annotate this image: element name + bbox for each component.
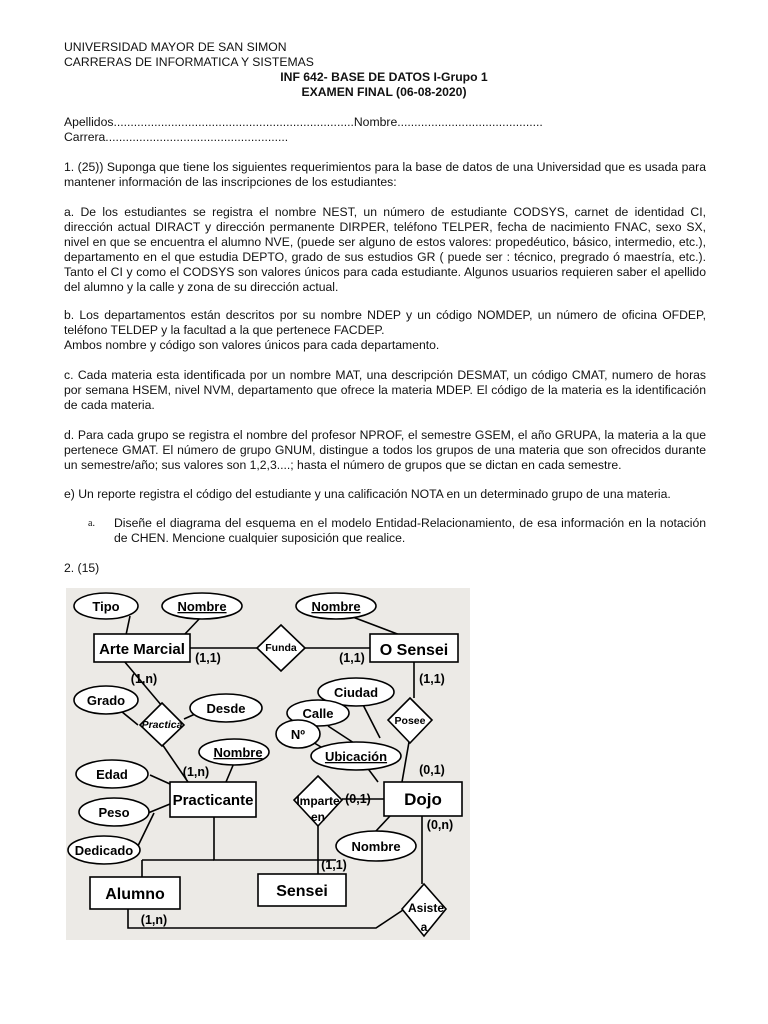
name-field-line: Apellidos.......................................................................Nombre...........................................: [64, 115, 543, 129]
requirement-b: [64, 308, 706, 353]
rel-posee: Posee: [394, 715, 426, 727]
task-a-text: Diseñe el diagrama del esquema en el modelo Entidad-Relacionamiento, de esa información en la notación de CHEN. Mencione cualquier suposición que realice.: [114, 516, 706, 545]
card-imparte-dojo: (0,1): [345, 792, 371, 806]
entity-alumno: Alumno: [105, 886, 165, 903]
question-2-label: 2. (15): [64, 561, 100, 575]
task-a-marker: a.: [88, 518, 95, 529]
rel-funda: Funda: [265, 642, 297, 654]
card-osensei-posee: (1,1): [419, 672, 445, 686]
attr-calle: Calle: [302, 706, 334, 721]
question-1-intro: 1. (25)) Suponga que tiene los siguientes requerimientos para la base de datos de una Universidad que es usada para mantener información de las inscripciones de los estudiantes:: [64, 160, 706, 189]
attr-edad: Edad: [96, 767, 128, 782]
card-funda-arte: (1,1): [195, 651, 221, 665]
attr-nombre-dojo: Nombre: [351, 839, 401, 854]
line-nombre-osensei: [350, 616, 400, 635]
attr-grado: Grado: [86, 693, 126, 708]
requirement-d: d. Para cada grupo se registra el nombre del profesor NPROF, el semestre GSEM, el año GRUPA, la materia a la que pertenece GMAT. El número de grupo GNUM, distingue a todos los grupos de una materia que son ofrecidos durante un semestre/año; sus valores son 1,2,3....; hasta el número de grupos que se dictan en cada semestre.: [64, 428, 706, 472]
attr-nombre-practicante: Nombre: [213, 745, 263, 760]
line-posee-dojo: [402, 742, 409, 782]
attr-ciudad: Ciudad: [333, 685, 379, 700]
university-name: UNIVERSIDAD MAYOR DE SAN SIMON: [64, 40, 287, 54]
card-funda-osensei: (1,1): [339, 651, 365, 665]
attr-tipo: Tipo: [92, 599, 120, 614]
attr-desde: Desde: [206, 701, 246, 716]
card-alumno-asiste: (1,n): [140, 913, 168, 927]
rel-asiste-line2: a: [420, 920, 428, 934]
rel-imparte-line2: en: [310, 810, 326, 824]
exam-title: EXAMEN FINAL (06-08-2020): [301, 85, 467, 99]
requirement-c: c. Cada materia esta identificada por un nombre MAT, una descripción DESMAT, un código CMAT, numero de horas por semana HSEM, nivel NVM, departamento que ofrece la materia MDEP. El código de la materia es la identificación de cada materia.: [64, 368, 706, 412]
card-posee-dojo: (0,1): [419, 763, 445, 777]
attr-ubicacion: Ubicación: [324, 749, 388, 764]
task-a: [88, 516, 706, 546]
line-calle-ubicacion: [328, 726, 354, 743]
rel-imparte-line1: Imparte: [296, 794, 340, 808]
card-arte-practica: (1,n): [130, 672, 158, 686]
rel-practica: Practica: [141, 719, 183, 731]
requirement-b-text: b. Los departamentos están descritos por su nombre NDEP y un código NOMDEP, un número de oficina OFDEP, teléfono TELDEP y la facultad a la que pertenece FACDEP.: [64, 308, 706, 337]
entity-dojo: Dojo: [404, 790, 442, 809]
line-nombre-practicante: [226, 763, 234, 782]
course-title: INF 642- BASE DE DATOS I-Grupo 1: [280, 70, 488, 84]
rel-asiste-line1: Asiste: [407, 901, 445, 915]
er-diagram: [66, 588, 470, 940]
requirement-b-note: Ambos nombre y código son valores únicos para cada departamento.: [64, 338, 440, 352]
attr-numero: Nº: [290, 727, 306, 742]
requirement-e: e) Un reporte registra el código del estudiante y una calificación NOTA en un determinado grupo de una materia.: [64, 487, 671, 501]
card-dojo-asiste: (0,n): [426, 818, 454, 832]
entity-sensei: Sensei: [276, 883, 328, 900]
entity-arte-marcial: Arte Marcial: [99, 641, 185, 658]
card-sensei-imparte: (1,1): [321, 858, 347, 872]
line-alumno-asiste: [128, 908, 406, 928]
faculty-name: CARRERAS DE INFORMATICA Y SISTEMAS: [64, 55, 314, 69]
career-field-line: Carrera......................................................: [64, 130, 289, 144]
card-practica-practicante: (1,n): [182, 765, 210, 779]
attr-nombre-arte: Nombre: [177, 599, 227, 614]
line-edad-practicante: [150, 775, 170, 784]
line-peso-practicante: [148, 804, 170, 813]
entity-practicante: Practicante: [172, 792, 254, 809]
entity-o-sensei: O Sensei: [379, 642, 449, 659]
attr-dedicado: Dedicado: [74, 843, 134, 858]
line-nombre-dojo: [376, 816, 390, 831]
attr-peso: Peso: [98, 805, 130, 820]
line-tipo-arte: [126, 616, 130, 635]
attr-nombre-osensei: Nombre: [311, 599, 361, 614]
requirement-a: a. De los estudiantes se registra el nombre NEST, un número de estudiante CODSYS, carnet de identidad CI, dirección actual DIRACT y dirección permanente DIRPER, teléfono TELPER, fecha de nacimiento FNAC, sexo SX, nivel en que se encuentra el alumno NVE, (puede ser alguno de estos valores: propedéutico, básico, intermedio, etc.), departamento en el que estudia DEPTO, grado de sus estudios GR ( puede ser : técnico, pregrado ó maestría, etc.). Tanto el CI y como el CODSYS son valores únicos para cada estudiante. Algunos usuarios requieren saber el apellido del alumno y la calle y zona de su dirección actual.: [64, 205, 706, 294]
